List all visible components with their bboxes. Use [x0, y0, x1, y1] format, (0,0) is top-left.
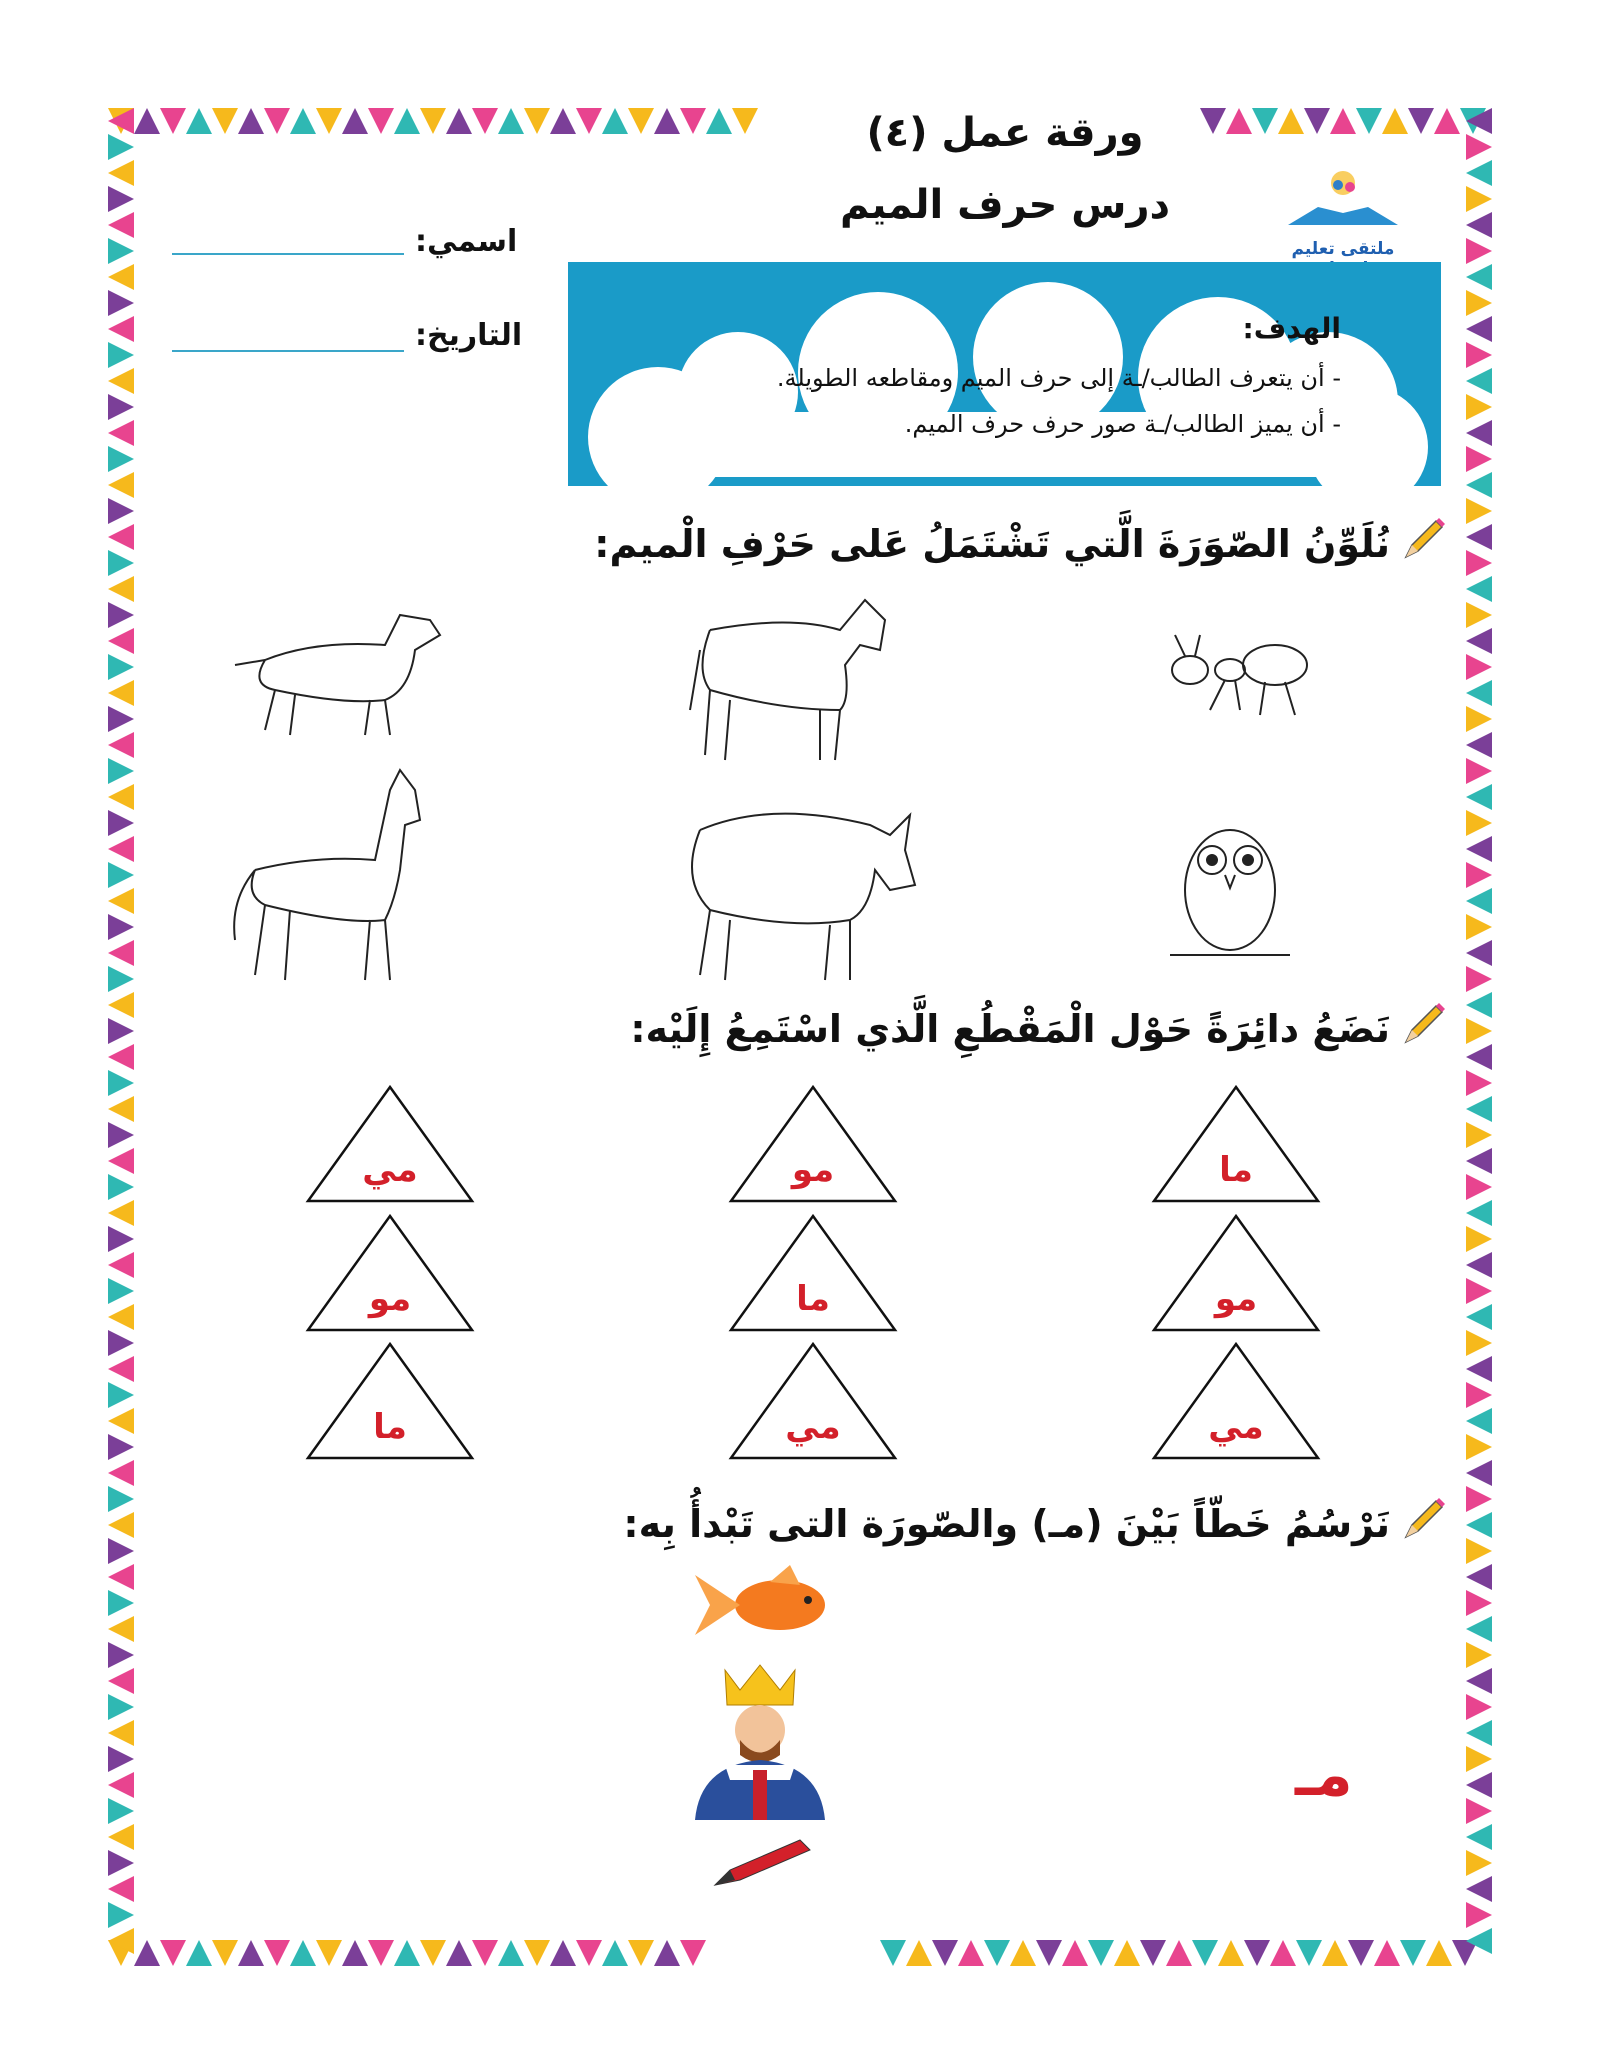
syllable-triangle[interactable]: [728, 1341, 898, 1461]
goal-item: - أن يتعرف الطالب/ـة إلى حرف الميم ومقاطعه الطويلة.: [776, 364, 1341, 392]
fish-picture[interactable]: [690, 1560, 840, 1655]
letter-meem: مـ: [1295, 1740, 1353, 1810]
goal-item: - أن يميز الطالب/ـة صور حرف حرف الميم.: [904, 410, 1341, 438]
name-label: اسمي:: [415, 224, 518, 259]
king-picture[interactable]: [685, 1660, 835, 1820]
syllable-text: مو: [1214, 1279, 1258, 1319]
instruction-text: نُلَوِّنُ الصّوَرَةَ الَّتي تَشْتَمَلُ عَلى حَرْفِ الْميم:: [594, 521, 1390, 566]
syllable-triangle[interactable]: [728, 1213, 898, 1333]
syllable-triangle[interactable]: [1151, 1213, 1321, 1333]
syllable-triangle[interactable]: [305, 1084, 475, 1204]
pencil-icon: [1400, 1000, 1448, 1057]
horse-picture[interactable]: [234, 770, 420, 980]
syllable-text: مو: [368, 1279, 412, 1319]
instruction-circle: [630, 1000, 1448, 1057]
syllable-text: مي: [362, 1150, 418, 1190]
instruction-text: نَرْسُمُ خَطّاً بَيْنَ (مـ) والصّورَة التى تَبْدأُ بِه:: [623, 1501, 1390, 1546]
date-label: التاريخ:: [415, 318, 523, 353]
syllable-text: ما: [373, 1407, 407, 1447]
syllable-text: مي: [1208, 1407, 1264, 1447]
syllable-triangle[interactable]: [1151, 1341, 1321, 1461]
goal-heading: الهدف:: [1242, 312, 1341, 345]
syllable-triangle[interactable]: [305, 1213, 475, 1333]
syllable-text: ما: [796, 1279, 830, 1319]
donkey-picture[interactable]: [690, 600, 885, 760]
instruction-match: [623, 1495, 1448, 1552]
syllable-triangle[interactable]: [1151, 1084, 1321, 1204]
cow-picture[interactable]: [692, 814, 915, 980]
ant-picture[interactable]: [1172, 635, 1307, 715]
syllable-text: مو: [791, 1150, 835, 1190]
syllable-text: ما: [1219, 1150, 1253, 1190]
instruction-text: نَضَعُ دائِرَةً حَوْل الْمَقْطُعِ الَّذي اسْتَمِعُ إِلَيْه:: [630, 1006, 1390, 1051]
lesson-title: درس حرف الميم: [839, 182, 1171, 228]
syllable-text: مي: [785, 1407, 841, 1447]
worksheet-title: ورقة عمل (٤): [866, 110, 1144, 156]
syllable-triangle[interactable]: [728, 1084, 898, 1204]
syllable-triangle[interactable]: [305, 1341, 475, 1461]
logo-text: ملتقى تعليم: [1291, 239, 1395, 259]
owl-picture[interactable]: [1170, 830, 1290, 955]
pencil-icon: [1400, 1495, 1448, 1552]
dog-picture[interactable]: [235, 615, 440, 735]
pencil-picture[interactable]: [705, 1835, 815, 1895]
